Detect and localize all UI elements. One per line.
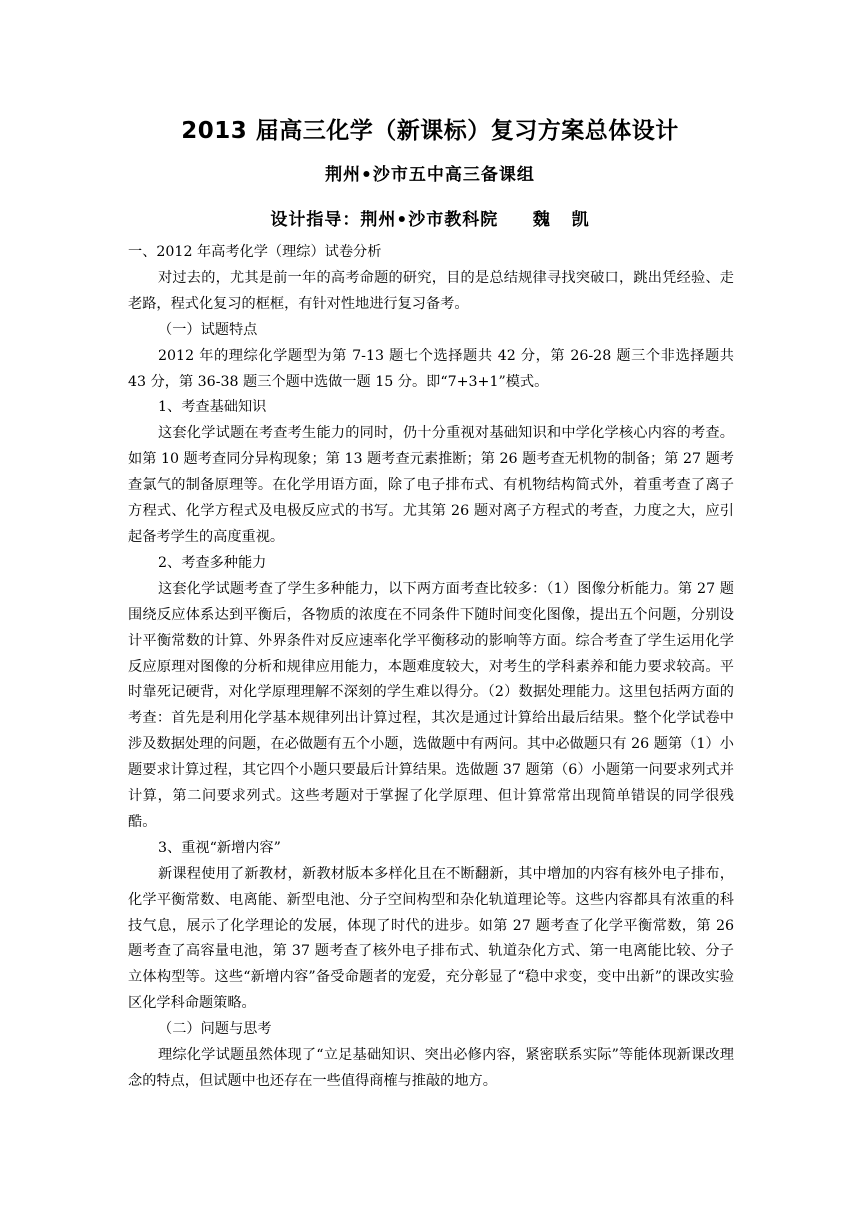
paragraph: 理综化学试题虽然体现了“立足基础知识、突出必修内容，紧密联系实际”等能体现新课改理念的特点，但试题中也还存在一些值得商榷与推敲的地方。 <box>128 1047 734 1089</box>
document-subtitle: 荆州•沙市五中高三备课组 <box>325 165 535 185</box>
item-heading: 1、考查基础知识 <box>158 399 267 416</box>
design-guide-line: 设计指导：荆州•沙市教科院 魏 凯 <box>270 210 590 230</box>
item-heading: 2、考查多种能力 <box>158 554 267 571</box>
paragraph: 对过去的，尤其是前一年的高考命题的研究，目的是总结规律寻找突破口，跳出凭经验、走老路，程式化复习的框框，有针对性地进行复习备考。 <box>128 269 734 312</box>
subsection-heading: （一）试题特点 <box>158 321 258 338</box>
item-heading: 3、重视“新增内容” <box>158 839 281 856</box>
document-title: 2013 届高三化学（新课标）复习方案总体设计 <box>181 118 679 144</box>
paragraph: 这套化学试题在考查考生能力的同时，仍十分重视对基础知识和中学化学核心内容的考查。如第 10 题考查同分异构现象；第 13 题考查元素推断；第 26 题考查无机物的制备；第 27 题考查氯气的制备原理等。在化学用语方面，除了电子排布式、有机物结构简式外，着重考查了离子方程式、化学方程式及电极反应式的书写。尤其第 26 题对离子方程式的考查，力度之大，应引起备考学生的高度重视。 <box>128 425 734 545</box>
paragraph: 这套化学试题考查了学生多种能力，以下两方面考查比较多：（1）图像分析能力。第 27 题围绕反应体系达到平衡后，各物质的浓度在不同条件下随时间变化图像，提出五个问题，分别设计平衡常数的计算、外界条件对反应速率化学平衡移动的影响等方面。综合考查了学生运用化学反应原理对图像的分析和规律应用能力，本题难度较大，对考生的学科素养和能力要求较高。平时靠死记硬背，对化学原理理解不深刻的学生难以得分。（2）数据处理能力。这里包括两方面的考查：首先是利用化学基本规律列出计算过程，其次是通过计算给出最后结果。整个化学试卷中涉及数据处理的问题，在必做题有五个小题，选做题中有两问。其中必做题只有 26 题第（1）小题要求计算过程，其它四个小题只要最后计算结果。选做题 37 题第（6）小题第一问要求列式并计算，第二问要求列式。这些考题对于掌握了化学原理、但计算常常出现简单错误的同学很残酷。 <box>128 580 734 830</box>
paragraph: 新课程使用了新教材，新教材版本多样化且在不断翻新，其中增加的内容有核外电子排布，化学平衡常数、电离能、新型电池、分子空间构型和杂化轨道理论等。这些内容都具有浓重的科技气息，展示了化学理论的发展，体现了时代的进步。如第 27 题考查了化学平衡常数，第 26 题考查了高容量电池，第 37 题考查了核外电子排布式、轨道杂化方式、第一电离能比较、分子立体构型等。这些“新增内容”备受命题者的宠爱，充分彰显了“稳中求变，变中出新”的课改实验区化学科命题策略。 <box>128 865 734 1012</box>
document-body <box>128 240 734 1095</box>
paragraph: 2012 年的理综化学题型为第 7-13 题七个选择题共 42 分，第 26-28 题三个非选择题共 43 分，第 36-38 题三个题中选做一题 15 分。即“7+3+1”模式。 <box>128 347 734 390</box>
subsection-heading: （二）问题与思考 <box>158 1021 272 1038</box>
section-heading: 一、2012 年高考化学（理综）试卷分析 <box>128 244 382 260</box>
